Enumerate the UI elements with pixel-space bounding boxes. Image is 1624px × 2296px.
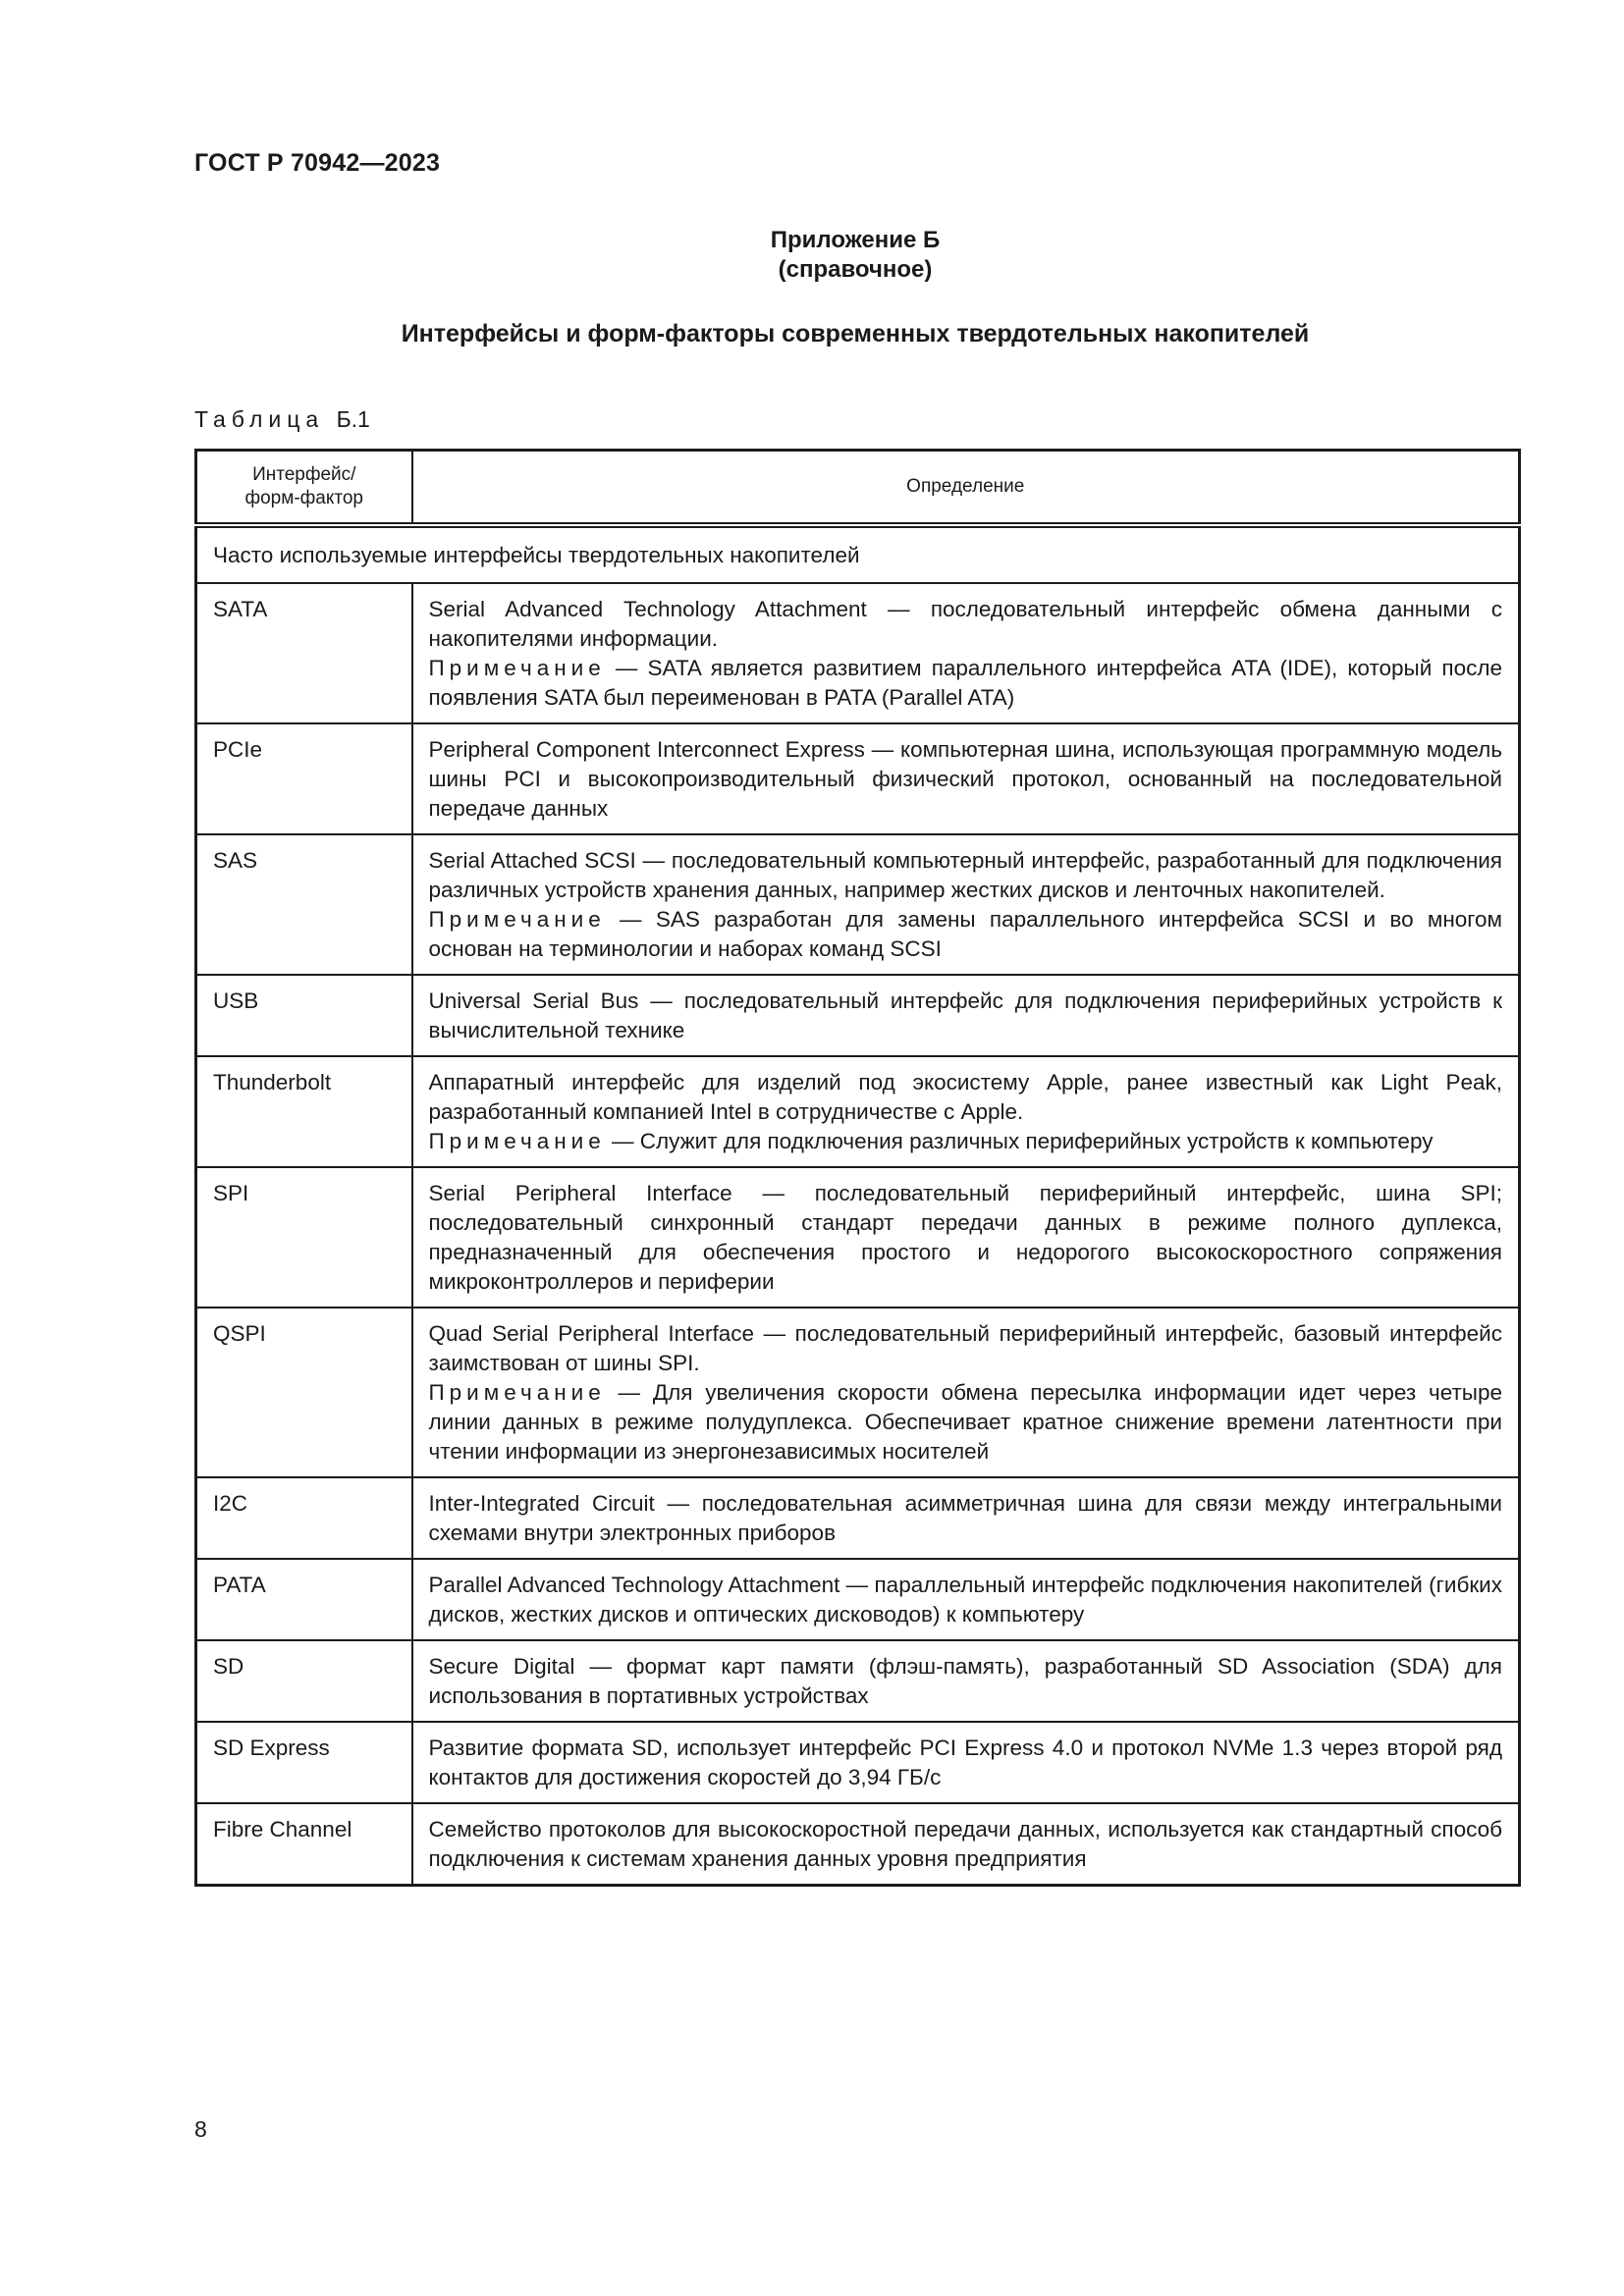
table-row xyxy=(196,1308,1520,1477)
row-term: SD Express xyxy=(196,1722,412,1803)
row-definition: Quad Serial Peripheral Interface — последовательный периферийный интерфейс, базовый интерфейс заимствован от шины SPI. xyxy=(428,1321,1502,1375)
row-definition-cell xyxy=(412,1559,1520,1640)
page-number: 8 xyxy=(194,2116,207,2142)
table-row xyxy=(196,1559,1520,1640)
row-definition-cell xyxy=(412,723,1520,834)
table-row xyxy=(196,1722,1520,1803)
row-definition: Serial Peripheral Interface — последовательный периферийный интерфейс, шина SPI; последовательный синхронный стандарт передачи данных в режиме полного дуплекса, предназначенный для обеспечения простого и недорогого высокоскоростного сопряжения микроконтроллеров и периферии xyxy=(428,1181,1502,1294)
table-caption-number: Б.1 xyxy=(336,406,370,432)
row-definition-cell xyxy=(412,583,1520,723)
row-definition: Universal Serial Bus — последовательный интерфейс для подключения периферийных устройств к вычислительной технике xyxy=(428,988,1502,1042)
header-interface: Интерфейс/ форм-фактор xyxy=(196,451,412,526)
table-row xyxy=(196,1803,1520,1886)
row-note xyxy=(429,905,1503,964)
row-term: SPI xyxy=(196,1167,412,1308)
row-note xyxy=(429,1127,1503,1156)
row-definition: Inter-Integrated Circuit — последовательная асимметричная шина для связи между интегральными схемами внутри электронных приборов xyxy=(428,1491,1502,1545)
row-definition: Peripheral Component Interconnect Express — компьютерная шина, использующая программную модель шины PCI и высокопроизводительный физический протокол, основанный на последовательной передаче данных xyxy=(428,737,1502,821)
row-note-text: — SATA является развитием параллельного интерфейса ATA (IDE), который после появления SATA был переименован в PATA (Parallel ATA) xyxy=(428,656,1502,710)
row-definition: Развитие формата SD, использует интерфейс PCI Express 4.0 и протокол NVMe 1.3 через второй ряд контактов для достижения скоростей до 3,94 ГБ/с xyxy=(428,1735,1502,1789)
header-definition: Определение xyxy=(412,451,1520,526)
table-caption-label: Таблица xyxy=(194,406,325,432)
row-note-label: Примечание xyxy=(428,907,606,932)
section-title: Часто используемые интерфейсы твердотельных накопителей xyxy=(196,525,1520,583)
row-definition-cell xyxy=(412,1056,1520,1167)
table-row xyxy=(196,975,1520,1056)
appendix-type: (справочное) xyxy=(778,256,933,283)
table-caption xyxy=(194,406,370,433)
row-definition: Семейство протоколов для высокоскоростной передачи данных, используется как стандартный способ подключения к системам хранения данных уровня предприятия xyxy=(428,1817,1502,1871)
table-row xyxy=(196,834,1520,975)
table-row xyxy=(196,583,1520,723)
row-note xyxy=(429,1378,1503,1467)
page-title: Интерфейсы и форм-факторы современных твердотельных накопителей xyxy=(401,320,1310,347)
row-definition-cell xyxy=(412,975,1520,1056)
appendix-name: Приложение Б xyxy=(770,227,941,253)
interfaces-table xyxy=(194,449,1521,1887)
appendix-heading xyxy=(194,226,1516,285)
row-definition: Аппаратный интерфейс для изделий под экосистему Apple, ранее известный как Light Peak, разработанный компанией Intel в сотрудничестве с Apple. xyxy=(428,1070,1502,1124)
row-definition-cell xyxy=(412,1477,1520,1559)
row-term: QSPI xyxy=(196,1308,412,1477)
row-note-label: Примечание xyxy=(428,1380,606,1405)
document-header: ГОСТ Р 70942—2023 xyxy=(194,149,441,177)
row-definition-cell xyxy=(412,834,1520,975)
row-term: SATA xyxy=(196,583,412,723)
row-term: USB xyxy=(196,975,412,1056)
row-note-label: Примечание xyxy=(428,1129,606,1153)
row-definition-cell xyxy=(412,1167,1520,1308)
row-term: SAS xyxy=(196,834,412,975)
row-term: Fibre Channel xyxy=(196,1803,412,1886)
row-term: SD xyxy=(196,1640,412,1722)
row-note-text: — Служит для подключения различных периферийных устройств к компьютеру xyxy=(612,1129,1434,1153)
row-note xyxy=(429,654,1503,713)
row-definition: Serial Advanced Technology Attachment — последовательный интерфейс обмена данными с накопителями информации. xyxy=(428,597,1502,651)
table-row xyxy=(196,1477,1520,1559)
table-row xyxy=(196,1167,1520,1308)
row-definition: Parallel Advanced Technology Attachment — параллельный интерфейс подключения накопителей (гибких дисков, жестких дисков и оптических дисководов) к компьютеру xyxy=(428,1573,1502,1627)
row-definition: Secure Digital — формат карт памяти (флэш-память), разработанный SD Association (SDA) для использования в портативных устройствах xyxy=(428,1654,1502,1708)
table-row xyxy=(196,1640,1520,1722)
section-row xyxy=(196,525,1520,583)
table-row xyxy=(196,1056,1520,1167)
row-note-text: — Для увеличения скорости обмена пересылка информации идет через четыре линии данных в режиме полудуплекса. Обеспечивает кратное снижение времени латентности при чтении информации из энергонезависимых носителей xyxy=(428,1380,1502,1464)
row-definition-cell xyxy=(412,1722,1520,1803)
row-definition-cell xyxy=(412,1640,1520,1722)
table-row xyxy=(196,723,1520,834)
row-note-label: Примечание xyxy=(428,656,606,680)
row-definition: Serial Attached SCSI — последовательный компьютерный интерфейс, разработанный для подключения различных устройств хранения данных, например жестких дисков и ленточных накопителей. xyxy=(428,848,1502,902)
row-term: I2C xyxy=(196,1477,412,1559)
row-definition-cell xyxy=(412,1308,1520,1477)
table-header-row xyxy=(196,451,1520,526)
row-term: PATA xyxy=(196,1559,412,1640)
row-term: PCIe xyxy=(196,723,412,834)
row-definition-cell xyxy=(412,1803,1520,1886)
row-term: Thunderbolt xyxy=(196,1056,412,1167)
row-note-text: — SAS разработан для замены параллельного интерфейса SCSI и во многом основан на терминологии и наборах команд SCSI xyxy=(428,907,1502,961)
